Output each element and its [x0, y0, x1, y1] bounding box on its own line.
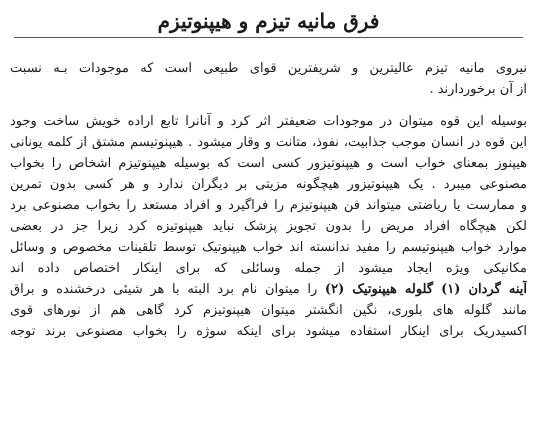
title-underline	[14, 37, 523, 38]
paragraph-2	[10, 111, 527, 279]
paragraph-3	[10, 279, 527, 342]
text-line: لکن هیچگاه افراد مریض را بدون تجویز پزشک نباید هیپنوتیزه کرد زیرا جز در بعضی	[10, 219, 527, 234]
text-line: و ممارست یا ریاضتی میتواند فن هیپنوتیزم را فراگیرد و افراد مستعد را بخواب مصنوعی برد	[10, 198, 527, 213]
text-line: هیپنوز بمعنای خواب است و هیپنوتیزور کسی است که بوسیله هیپنوتیزم اشخاص را بخواب	[10, 156, 527, 171]
text-line: این قوه در انسان موجب جذابیت، نفوذ، متانت و وقار میشود . هیپنوتیسم مشتق از کلمه یونانی	[10, 135, 527, 150]
text-line: مکانیکی ویژه ایجاد میشود از جمله وسائلی که برای اینکار اختصاص داده اند	[10, 261, 527, 276]
paragraph-gap	[10, 100, 527, 111]
paragraph-1	[10, 58, 527, 100]
bold-lead: آینه گردان (۱) گلوله هیپنوتیک (۲)	[324, 282, 527, 297]
text-span: را میتوان نام برد البته با هر شیئی درخشنده و براق	[10, 282, 318, 297]
text-line	[10, 279, 527, 300]
text-line: از آن برخوردارند .	[429, 82, 527, 97]
text-line: موارد خواب هیپنوتیسم را مفید ندانسته اند خواب هیپنوتیک توسط تلقینات مخصوص و وسائل	[10, 240, 527, 255]
text-line: اکسیدریک برای اینکار استفاده میشود برای اینکه سوژه را بخواب مصنوعی برند توجه	[10, 324, 527, 339]
text-line: نیروی مانیه تیزم عالیترین و شریفترین قوای طبیعی است که موجودات بـه نسبت	[10, 61, 527, 76]
text-line: مصنوعی میبرد . یک هیپنوتیزور هیچگونه مزیتی بر دیگران ندارد و هر کسی بدون تمرین	[10, 177, 527, 192]
text-line: بوسیله این قوه میتوان در موجودات ضعیفتر اثر کرد و آنانرا تابع اراده خویش ساخت وجود	[10, 114, 527, 129]
text-line: مانند گلوله های بلوری، نگین انگشتر میتوان هیپنوتیزم کرد گاهی هم از نورهای قوی	[10, 303, 527, 318]
page-title: فرق مانیه تیزم و هیپنوتیزم	[157, 9, 380, 33]
